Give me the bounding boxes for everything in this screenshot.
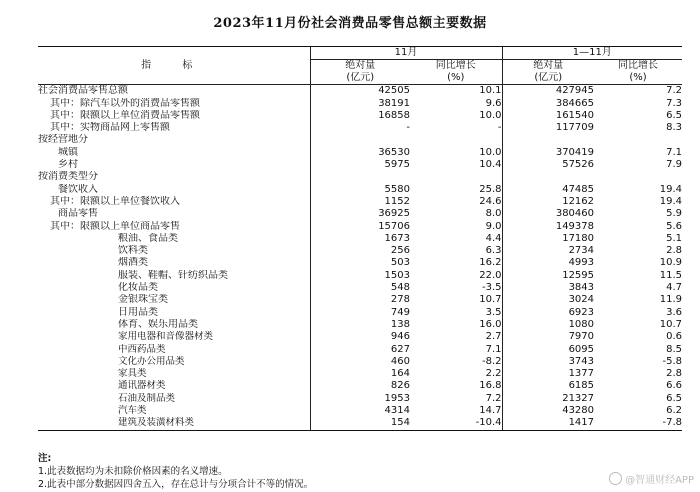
nov-yoy-cell: 22.0 <box>479 269 502 281</box>
nov-yoy-cell: 4.4 <box>485 232 502 244</box>
abs-value-header-1: 绝对量 <box>310 60 410 73</box>
nov-value-cell: 5975 <box>310 159 410 171</box>
ytd-value-cell: 47485 <box>502 184 594 196</box>
ytd-value-cell: 149378 <box>502 221 594 233</box>
nov-yoy-cell: 8.0 <box>485 208 502 220</box>
nov-value-cell: 42505 <box>310 85 410 98</box>
table-row <box>38 110 682 122</box>
nov-yoy-cell: 3.5 <box>485 306 502 318</box>
table-row <box>38 147 682 159</box>
ytd-value-cell: 384665 <box>502 98 594 110</box>
nov-yoy-cell: 25.8 <box>479 183 502 195</box>
ytd-value-cell: 427945 <box>502 85 594 98</box>
nov-yoy-cell <box>410 171 502 183</box>
table-row <box>38 208 682 220</box>
abs-unit-header-1: (亿元) <box>310 72 410 85</box>
retail-sales-table <box>38 46 682 431</box>
ytd-yoy-cell: 8.3 <box>666 122 683 134</box>
ytd-value-cell: 6185 <box>502 380 594 392</box>
nov-value-cell: 138 <box>310 319 410 331</box>
ytd-value-cell: 6095 <box>502 344 594 356</box>
nov-yoy-cell: 24.6 <box>479 195 502 207</box>
ytd-value-cell <box>502 171 594 183</box>
row-label: 商品零售 <box>58 208 98 220</box>
table-row <box>38 184 682 196</box>
ytd-yoy-cell: 6.5 <box>666 109 683 121</box>
ytd-value-cell: 380460 <box>502 208 594 220</box>
row-label: 汽车类 <box>118 405 147 417</box>
nov-yoy-cell: 14.7 <box>479 405 502 417</box>
watermark <box>609 471 694 486</box>
ytd-yoy-cell: -5.8 <box>662 355 683 367</box>
ytd-yoy-cell: 10.7 <box>659 318 683 330</box>
nov-value-cell: 36530 <box>310 147 410 159</box>
table-row <box>38 134 682 146</box>
nov-value-cell: 38191 <box>310 98 410 110</box>
ytd-value-cell: 12162 <box>502 196 594 208</box>
table-row <box>38 159 682 171</box>
nov-value-cell: 278 <box>310 294 410 306</box>
nov-value-cell: 1953 <box>310 393 410 405</box>
nov-yoy-cell: 10.4 <box>479 159 502 171</box>
table-row <box>38 257 682 269</box>
row-label: 其中：限额以上单位商品零售 <box>50 220 180 232</box>
nov-yoy-cell: -10.4 <box>410 417 502 430</box>
table-row <box>38 331 682 343</box>
nov-yoy-cell: 6.3 <box>485 245 502 257</box>
row-label: 中西药品类 <box>118 343 166 355</box>
table-row <box>38 85 682 98</box>
nov-value-cell: 946 <box>310 331 410 343</box>
table-row <box>38 344 682 356</box>
table-row <box>38 307 682 319</box>
ytd-yoy-cell <box>594 171 682 183</box>
ytd-value-cell: 17180 <box>502 233 594 245</box>
ytd-yoy-cell: 2.8 <box>666 368 683 380</box>
ytd-yoy-cell: 2.8 <box>666 245 683 257</box>
watermark-logo-icon <box>609 472 622 485</box>
period-nov-header: 11月 <box>310 47 502 60</box>
yoy-header-2: 同比增长 <box>618 60 659 72</box>
row-label: 家具类 <box>118 368 147 380</box>
notes-heading: 注: <box>38 453 52 464</box>
yoy-unit-header-2: (%) <box>594 72 682 85</box>
ytd-yoy-cell: 8.5 <box>666 343 683 355</box>
row-label: 日用品类 <box>118 306 158 318</box>
ytd-value-cell: 57526 <box>502 159 594 171</box>
nov-yoy-cell: 9.6 <box>485 97 502 109</box>
row-label: 乡村 <box>58 159 78 171</box>
nov-yoy-cell: 16.2 <box>479 257 502 269</box>
nov-value-cell: 1673 <box>310 233 410 245</box>
ytd-yoy-cell: 10.9 <box>659 257 683 269</box>
table-row <box>38 233 682 245</box>
ytd-yoy-cell: 4.7 <box>666 282 683 294</box>
nov-yoy-cell: 7.1 <box>485 343 502 355</box>
ytd-yoy-cell: 7.1 <box>666 146 683 158</box>
note-item-1: 1.此表数据均为未扣除价格因素的名义增速。 <box>38 466 228 477</box>
nov-yoy-cell: 16.8 <box>479 380 502 392</box>
table-row <box>38 122 682 134</box>
table-row <box>38 393 682 405</box>
ytd-yoy-cell: 7.2 <box>666 85 683 97</box>
table-row <box>38 196 682 208</box>
nov-value-cell: 627 <box>310 344 410 356</box>
nov-yoy-cell: 10.0 <box>479 109 502 121</box>
ytd-yoy-cell: 5.6 <box>666 220 683 232</box>
table-row <box>38 294 682 306</box>
row-label: 通讯器材类 <box>118 380 166 392</box>
yoy-header-1: 同比增长 <box>435 60 476 72</box>
table-row <box>38 282 682 294</box>
yoy-unit-header-1: (%) <box>410 72 502 85</box>
nov-yoy-cell: 9.0 <box>485 220 502 232</box>
row-label: 社会消费品零售总额 <box>38 85 128 97</box>
ytd-yoy-cell: 7.3 <box>666 97 683 109</box>
row-label: 其中：实物商品网上零售额 <box>50 122 170 134</box>
ytd-value-cell: 4993 <box>502 257 594 269</box>
nov-yoy-cell: 10.1 <box>479 85 502 97</box>
row-label: 化妆品类 <box>118 282 158 294</box>
nov-value-cell: 16858 <box>310 110 410 122</box>
nov-value-cell: 36925 <box>310 208 410 220</box>
ytd-value-cell: 12595 <box>502 270 594 282</box>
ytd-yoy-cell: 6.2 <box>666 405 683 417</box>
table-row <box>38 380 682 392</box>
ytd-yoy-cell: -7.8 <box>594 417 682 430</box>
nov-value-cell <box>310 171 410 183</box>
ytd-value-cell: 370419 <box>502 147 594 159</box>
row-label: 其中：除汽车以外的消费品零售额 <box>50 97 200 109</box>
nov-yoy-cell: 10.0 <box>479 146 502 158</box>
nov-yoy-cell: 16.0 <box>479 318 502 330</box>
abs-unit-header-2: (亿元) <box>502 72 594 85</box>
table-row <box>38 171 682 183</box>
ytd-value-cell <box>502 134 594 146</box>
nov-yoy-cell: 10.7 <box>479 294 502 306</box>
ytd-yoy-cell <box>594 134 682 146</box>
row-label: 按消费类型分 <box>38 171 98 183</box>
page-title: 2023年11月份社会消费品零售总额主要数据 <box>213 16 487 31</box>
ytd-value-cell: 43280 <box>502 405 594 417</box>
ytd-yoy-cell: 5.1 <box>666 232 683 244</box>
nov-yoy-cell: -3.5 <box>482 282 502 294</box>
row-label: 体育、娱乐用品类 <box>118 318 198 330</box>
row-label: 餐饮收入 <box>58 183 98 195</box>
table-row <box>38 417 682 430</box>
table-row <box>38 98 682 110</box>
nov-value-cell: 1503 <box>310 270 410 282</box>
table-row <box>38 405 682 417</box>
ytd-yoy-cell: 19.4 <box>659 195 683 207</box>
nov-value-cell: 164 <box>310 368 410 380</box>
nov-value-cell: 154 <box>310 417 410 430</box>
ytd-yoy-cell: 19.4 <box>659 183 683 195</box>
table-row <box>38 319 682 331</box>
row-label: 家用电器和音像器材类 <box>118 331 214 343</box>
nov-yoy-cell: -8.2 <box>482 355 502 367</box>
row-label: 建筑及装潢材料类 <box>38 417 310 430</box>
nov-value-cell: 749 <box>310 307 410 319</box>
table-row <box>38 356 682 368</box>
ytd-value-cell: 2734 <box>502 245 594 257</box>
abs-value-header-2: 绝对量 <box>502 60 594 73</box>
row-label: 服装、鞋帽、针纺织品类 <box>118 269 228 281</box>
row-label: 其中：限额以上单位餐饮收入 <box>50 195 180 207</box>
table-row <box>38 245 682 257</box>
row-label: 粮油、食品类 <box>118 232 178 244</box>
ytd-value-cell: 117709 <box>502 122 594 134</box>
nov-value-cell: 15706 <box>310 221 410 233</box>
row-label: 其中：限额以上单位消费品零售额 <box>50 109 200 121</box>
ytd-yoy-cell: 3.6 <box>666 306 683 318</box>
indicator-header: 指 标 <box>38 47 310 85</box>
table-row <box>38 221 682 233</box>
ytd-yoy-cell: 11.5 <box>659 269 683 281</box>
ytd-value-cell: 6923 <box>502 307 594 319</box>
table-row <box>38 368 682 380</box>
nov-value-cell: 5580 <box>310 184 410 196</box>
nov-yoy-cell <box>410 134 502 146</box>
ytd-yoy-cell: 6.5 <box>666 392 683 404</box>
nov-value-cell: 256 <box>310 245 410 257</box>
watermark-text: @智通财经APP <box>625 475 694 486</box>
ytd-value-cell: 21327 <box>502 393 594 405</box>
nov-value-cell <box>310 134 410 146</box>
ytd-yoy-cell: 7.9 <box>666 159 683 171</box>
period-jan-nov-header: 1—11月 <box>502 47 682 60</box>
ytd-value-cell: 3743 <box>502 356 594 368</box>
row-label: 城镇 <box>58 146 78 158</box>
row-label: 按经营地分 <box>38 134 88 146</box>
nov-value-cell: 1152 <box>310 196 410 208</box>
notes <box>38 452 313 491</box>
row-label: 金银珠宝类 <box>118 294 168 306</box>
ytd-value-cell: 3843 <box>502 282 594 294</box>
nov-yoy-cell: 2.2 <box>485 368 502 380</box>
ytd-yoy-cell: 11.9 <box>659 294 683 306</box>
nov-value-cell: 503 <box>310 257 410 269</box>
ytd-value-cell: 1417 <box>502 417 594 430</box>
nov-value-cell: 4314 <box>310 405 410 417</box>
ytd-value-cell: 3024 <box>502 294 594 306</box>
ytd-yoy-cell: 6.6 <box>666 380 683 392</box>
ytd-value-cell: 7970 <box>502 331 594 343</box>
row-label: 饮料类 <box>118 245 148 257</box>
ytd-yoy-cell: 5.9 <box>666 208 683 220</box>
table-row <box>38 270 682 282</box>
nov-yoy-cell: 2.7 <box>485 331 502 343</box>
nov-yoy-cell: - <box>497 122 502 134</box>
ytd-value-cell: 161540 <box>502 110 594 122</box>
nov-yoy-cell: 7.2 <box>485 392 502 404</box>
nov-value-cell: 548 <box>310 282 410 294</box>
note-item-2: 2.此表中部分数据因四舍五入，存在总计与分项合计不等的情况。 <box>38 479 314 490</box>
nov-value-cell: 460 <box>310 356 410 368</box>
row-label: 文化办公用品类 <box>118 355 185 367</box>
ytd-value-cell: 1377 <box>502 368 594 380</box>
ytd-yoy-cell: 0.6 <box>666 331 683 343</box>
row-label: 烟酒类 <box>118 257 148 269</box>
nov-value-cell: 826 <box>310 380 410 392</box>
row-label: 石油及制品类 <box>118 392 176 404</box>
nov-value-cell: - <box>310 122 410 134</box>
ytd-value-cell: 1080 <box>502 319 594 331</box>
